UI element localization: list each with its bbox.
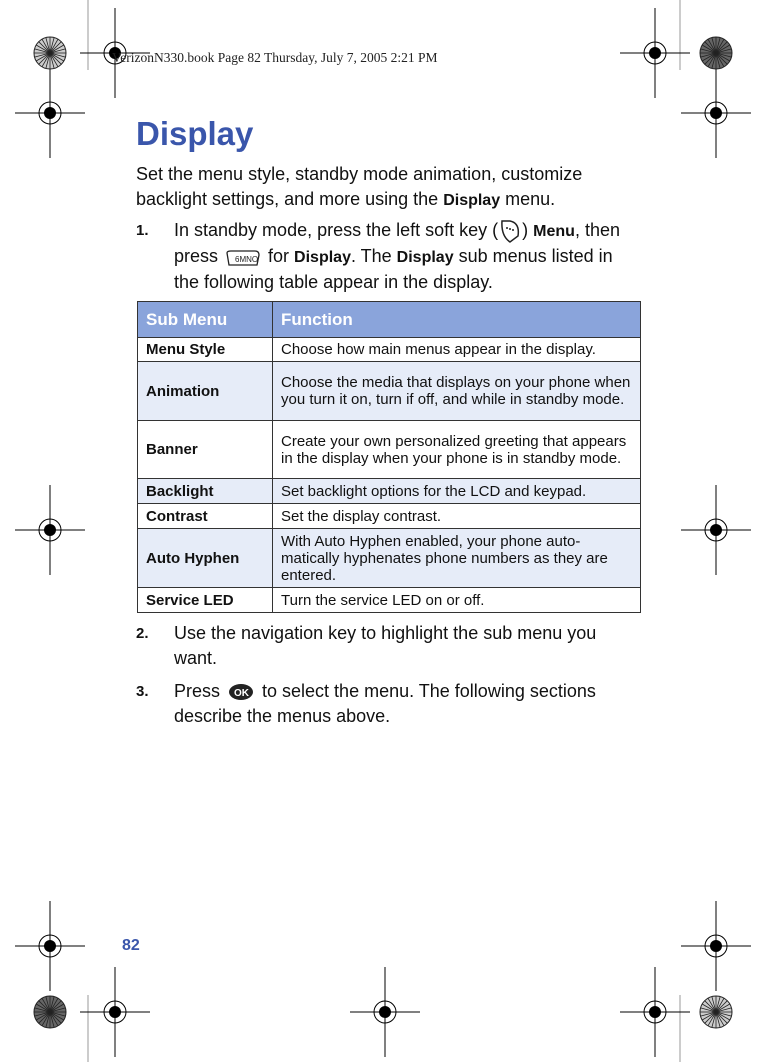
table-row xyxy=(138,421,641,479)
crosshair-mark-icon xyxy=(681,485,751,575)
submenu-name: Menu Style xyxy=(138,338,273,362)
color-target-icon xyxy=(34,37,66,69)
submenu-name: Service LED xyxy=(138,588,273,613)
submenu-function: Turn the service LED on or off. xyxy=(273,588,641,613)
submenu-table xyxy=(137,301,641,613)
page-number: 82 xyxy=(122,937,140,954)
column-header: Function xyxy=(273,302,641,338)
left-soft-key-icon xyxy=(498,218,522,244)
table-row xyxy=(138,362,641,421)
table-row xyxy=(138,588,641,613)
step-3: 3. Press OK to select the menu. The following sections describe the menus above. xyxy=(136,681,596,726)
submenu-name: Contrast xyxy=(138,504,273,529)
submenu-function: Choose how main menus appear in the display. xyxy=(273,338,641,362)
svg-text:OK: OK xyxy=(234,688,250,700)
svg-text:6MNO: 6MNO xyxy=(235,254,259,264)
step-1: 1. In standby mode, press the left soft key ( ) Menu, then press 6MNO for Display. The Display sub menus listed in the following table appear in the display. xyxy=(136,220,620,293)
color-target-icon xyxy=(700,996,732,1028)
submenu-function: Set the display contrast. xyxy=(273,504,641,529)
table-row xyxy=(138,504,641,529)
color-target-icon xyxy=(700,37,732,69)
submenu-name: Backlight xyxy=(138,479,273,504)
submenu-name: Banner xyxy=(138,421,273,479)
print-header: VerizonN330.book Page 82 Thursday, July 7, 2005 2:21 PM xyxy=(112,50,438,65)
submenu-function: Create your own personalized greeting that appears in the display when your phone is in standby mode. xyxy=(273,421,641,479)
crosshair-mark-icon xyxy=(15,68,85,158)
crosshair-mark-icon xyxy=(681,68,751,158)
submenu-function: Set backlight options for the LCD and keypad. xyxy=(273,479,641,504)
submenu-name: Animation xyxy=(138,362,273,421)
table-row xyxy=(138,479,641,504)
crosshair-mark-icon xyxy=(681,901,751,991)
color-target-icon xyxy=(34,996,66,1028)
crosshair-mark-icon xyxy=(80,967,150,1057)
intro-paragraph: Set the menu style, standby mode animation, customize backlight settings, and more using the Display menu. xyxy=(136,164,583,209)
table-row xyxy=(138,529,641,588)
ok-key-icon xyxy=(225,682,257,702)
step-2: 2. Use the navigation key to highlight the sub menu you want. xyxy=(136,623,597,668)
crosshair-mark-icon xyxy=(350,967,420,1057)
crosshair-mark-icon xyxy=(15,901,85,991)
key-6-icon xyxy=(223,247,263,269)
submenu-function: With Auto Hyphen enabled, your phone auto-matically hyphenates phone numbers as they are entered. xyxy=(273,529,641,588)
column-header: Sub Menu xyxy=(138,302,273,338)
submenu-function: Choose the media that displays on your phone when you turn it on, turn if off, and while in standby mode. xyxy=(273,362,641,421)
table-header-row xyxy=(138,302,641,338)
submenu-name: Auto Hyphen xyxy=(138,529,273,588)
crosshair-mark-icon xyxy=(15,485,85,575)
table-row xyxy=(138,338,641,362)
page-title: Display xyxy=(136,115,254,152)
